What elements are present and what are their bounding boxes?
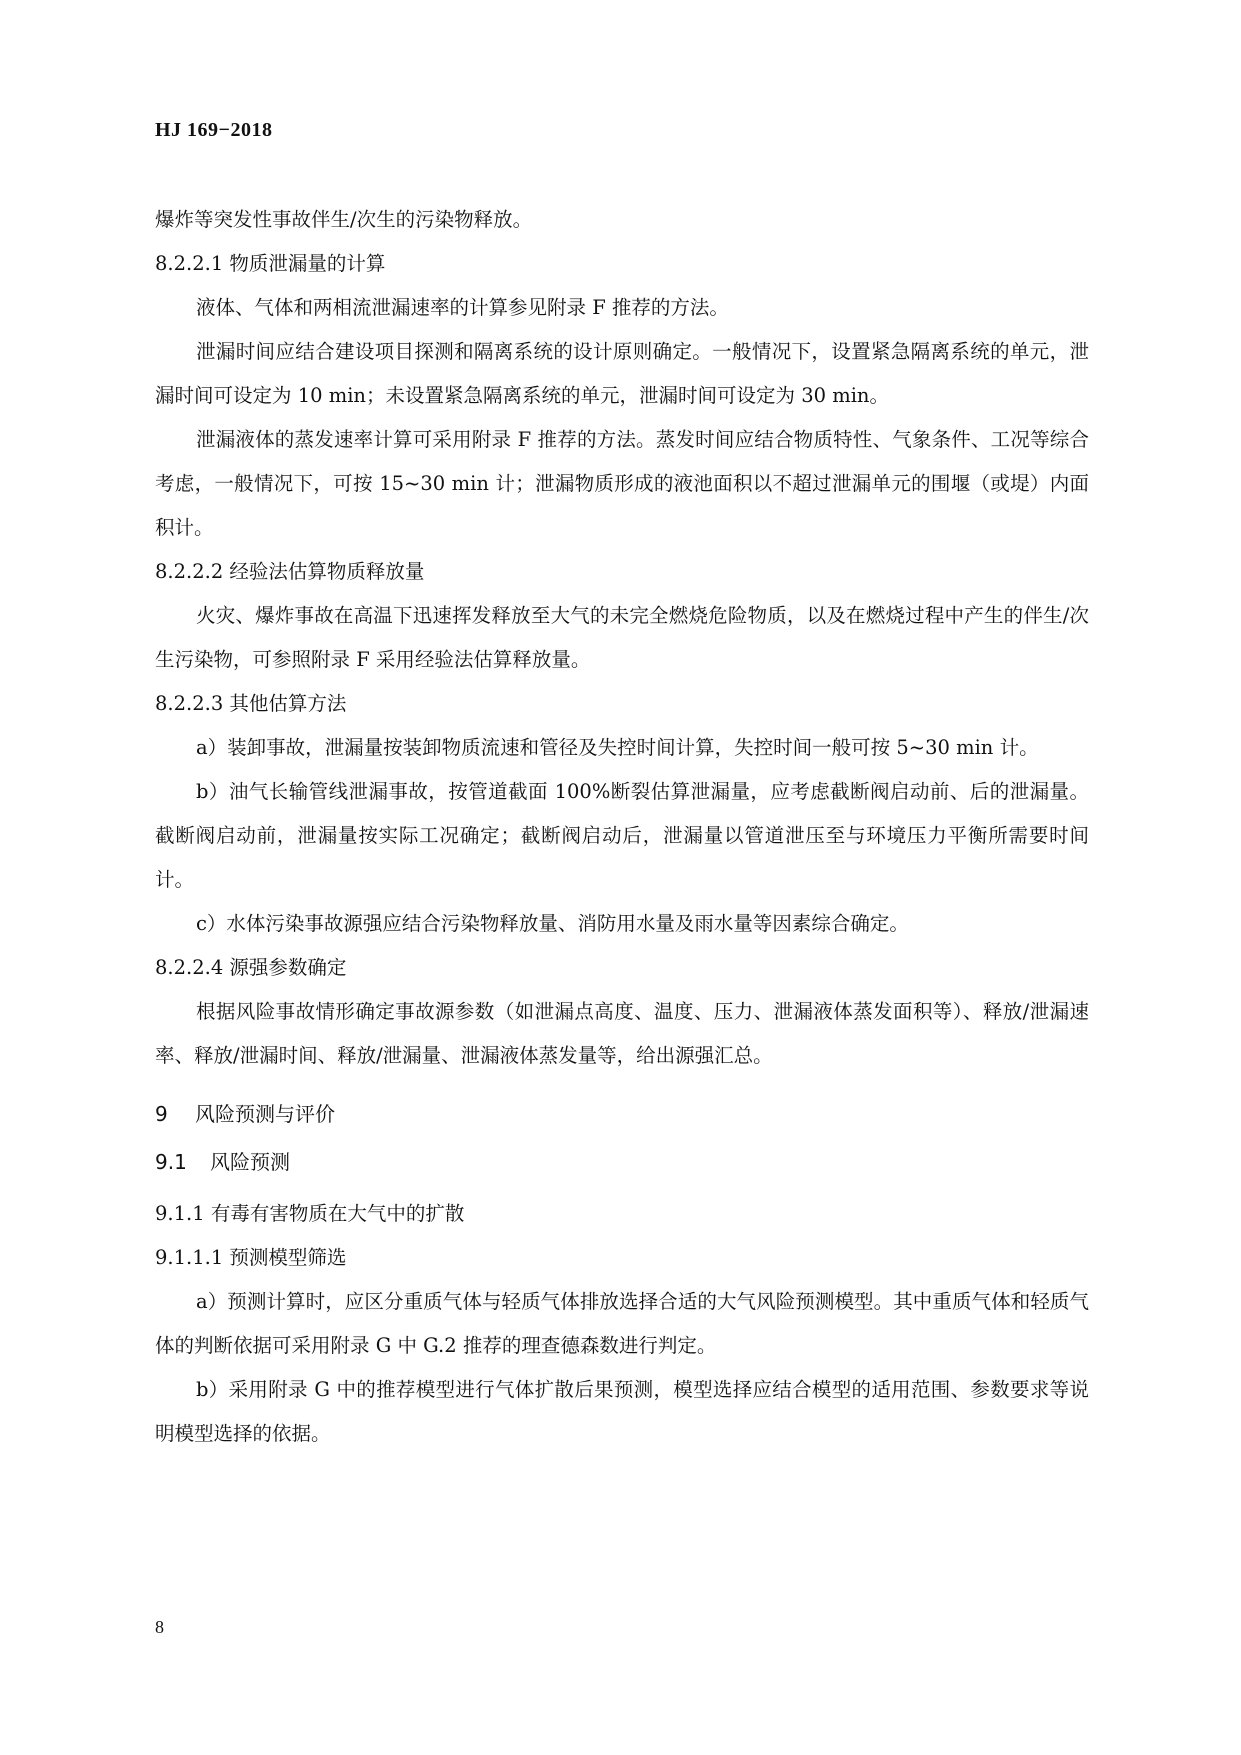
paragraph: 泄漏液体的蒸发速率计算可采用附录 F 推荐的方法。蒸发时间应结合物质特性、气象条件、工况等综合考虑，一般情况下，可按 15~30 min 计；泄漏物质形成的液池面积以不超过泄漏单元的围堰（或堤）内面积计。 <box>155 428 1089 539</box>
paragraph: 液体、气体和两相流泄漏速率的计算参见附录 F 推荐的方法。 <box>196 296 729 319</box>
paragraph: 火灾、爆炸事故在高温下迅速挥发释放至大气的未完全燃烧危险物质，以及在燃烧过程中产生的伴生/次生污染物，可参照附录 F 采用经验法估算释放量。 <box>155 604 1089 671</box>
list-item-b: b）油气长输管线泄漏事故，按管道截面 100%断裂估算泄漏量，应考虑截断阀启动前、后的泄漏量。截断阀启动前，泄漏量按实际工况确定；截断阀启动后，泄漏量以管道泄压至与环境压力平衡所需要时间计。 <box>155 780 1089 891</box>
page-number: 8 <box>155 1617 164 1637</box>
list-item-b: b）采用附录 G 中的推荐模型进行气体扩散后果预测，模型选择应结合模型的适用范围、参数要求等说明模型选择的依据。 <box>155 1378 1089 1445</box>
section-heading-9 <box>155 1092 1089 1136</box>
list-item-c: c）水体污染事故源强应结合污染物释放量、消防用水量及雨水量等因素综合确定。 <box>196 912 909 935</box>
heading-8-2-2-3: 8.2.2.3 其他估算方法 <box>155 692 347 715</box>
section-number: 9 <box>155 1102 168 1126</box>
paragraph: 爆炸等突发性事故伴生/次生的污染物释放。 <box>155 208 533 231</box>
paragraph: 泄漏时间应结合建设项目探测和隔离系统的设计原则确定。一般情况下，设置紧急隔离系统的单元，泄漏时间可设定为 10 min；未设置紧急隔离系统的单元，泄漏时间可设定为 30 min。 <box>155 340 1089 407</box>
section-heading-9-1 <box>155 1140 1089 1184</box>
section-title: 风险预测 <box>210 1150 290 1174</box>
page-body <box>155 198 1089 1456</box>
list-item-a: a）预测计算时，应区分重质气体与轻质气体排放选择合适的大气风险预测模型。其中重质气体和轻质气体的判断依据可采用附录 G 中 G.2 推荐的理查德森数进行判定。 <box>155 1290 1089 1357</box>
heading-8-2-2-1: 8.2.2.1 物质泄漏量的计算 <box>155 252 386 275</box>
document-code-header: HJ 169−2018 <box>155 119 273 141</box>
paragraph: 根据风险事故情形确定事故源参数（如泄漏点高度、温度、压力、泄漏液体蒸发面积等）、释放/泄漏速率、释放/泄漏时间、释放/泄漏量、泄漏液体蒸发量等，给出源强汇总。 <box>155 1000 1089 1067</box>
section-number: 9.1 <box>155 1150 187 1174</box>
section-title: 风险预测与评价 <box>195 1102 335 1126</box>
heading-8-2-2-4: 8.2.2.4 源强参数确定 <box>155 956 347 979</box>
heading-9-1-1-1: 9.1.1.1 预测模型筛选 <box>155 1246 347 1269</box>
heading-8-2-2-2: 8.2.2.2 经验法估算物质释放量 <box>155 560 425 583</box>
heading-9-1-1: 9.1.1 有毒有害物质在大气中的扩散 <box>155 1202 465 1225</box>
list-item-a: a）装卸事故，泄漏量按装卸物质流速和管径及失控时间计算，失控时间一般可按 5~30 min 计。 <box>196 736 1039 759</box>
